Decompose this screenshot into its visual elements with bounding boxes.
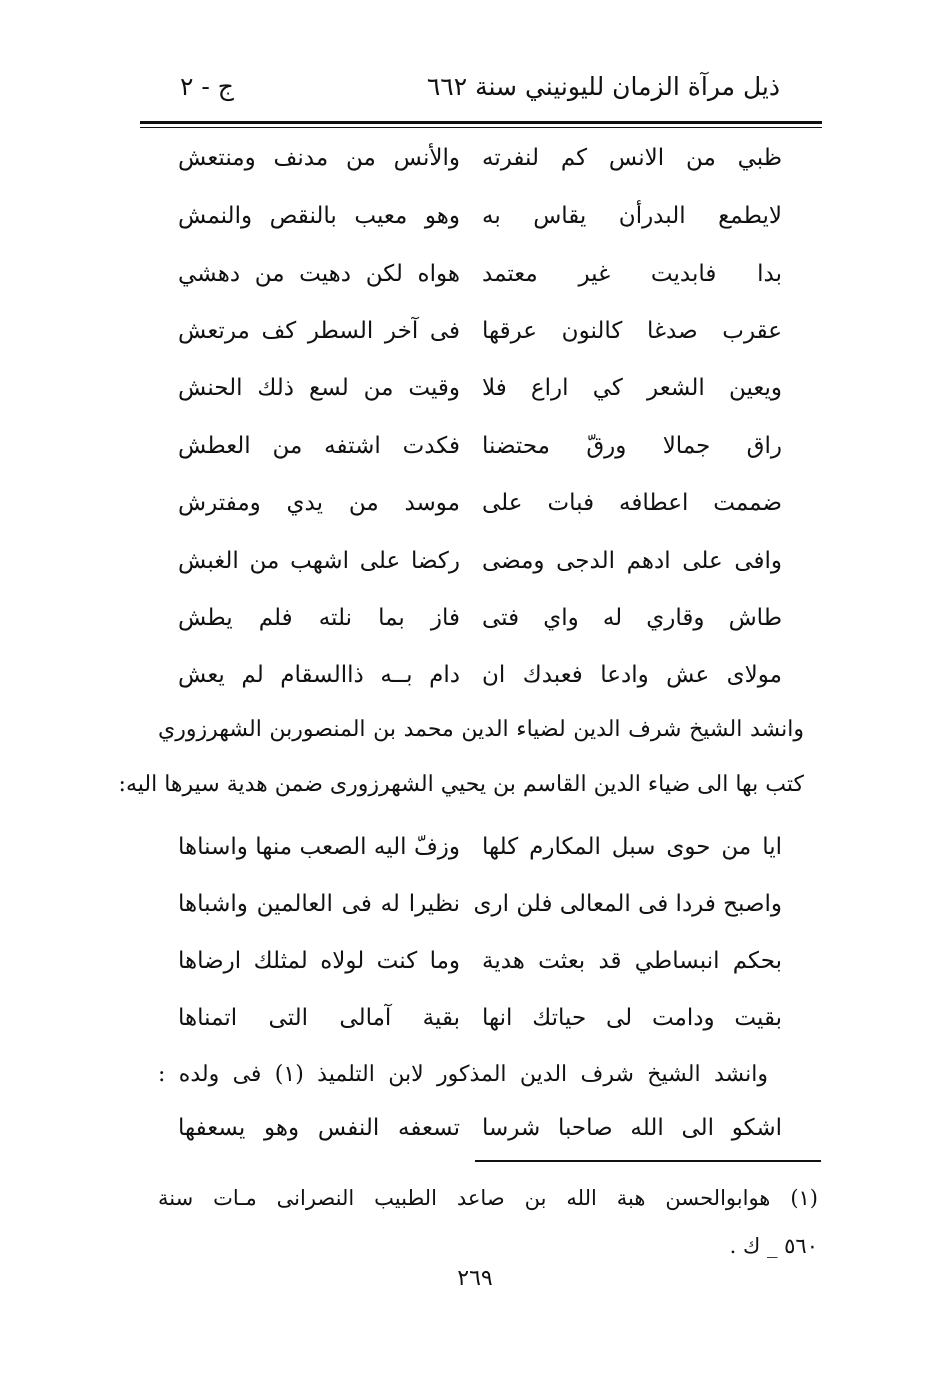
verse-first-hemistich: بدا فابديت غير معتمد: [482, 261, 782, 287]
verse-line: [170, 1103, 782, 1153]
verse-second-hemistich: نظيرا له فى العالمين واشباها: [178, 891, 460, 917]
verse-line: [170, 249, 782, 299]
footnote-line: ٥٦٠ _ ك .: [729, 1234, 818, 1258]
footnote-line: (١) هوابوالحسن هبة الله بن صاعد الطبيب النصرانى مـات سنة: [158, 1186, 818, 1210]
verse-line: [170, 133, 782, 183]
verse-second-hemistich: فكدت اشتفه من العطش: [178, 433, 460, 459]
verse-first-hemistich: وافى على ادهم الدجى ومضى: [482, 548, 782, 574]
verse-second-hemistich: تسعفه النفس وهو يسعفها: [178, 1115, 460, 1141]
verse-second-hemistich: وقيت من لسع ذلك الحنش: [178, 375, 460, 401]
volume-label: ج - ٢: [180, 72, 234, 101]
verse-first-hemistich: ظبي من الانس كم لنفرته: [482, 145, 782, 171]
verse-line: [170, 536, 782, 586]
verse-second-hemistich: بقية آمالى التى اتمناها: [178, 1005, 460, 1031]
verse-first-hemistich: لايطمع البدرأن يقاس به: [482, 203, 782, 229]
running-title: ذيل مرآة الزمان لليونيني سنة ٦٦٢: [426, 72, 780, 101]
verse-first-hemistich: عقرب صدغا كالنون عرقها: [482, 318, 782, 344]
page-number: ٢٦٩: [457, 1266, 493, 1291]
prose-line: وانشد الشيخ شرف الدين لضياء الدين محمد بن المنصوربن الشهرزوري: [158, 717, 804, 742]
verse-line: [170, 879, 782, 929]
verse-first-hemistich: ضممت اعطافه فبات على: [482, 490, 782, 516]
verse-second-hemistich: فى آخر السطر كف مرتعش: [178, 318, 460, 344]
verse-second-hemistich: دام بــه ذاالسقام لم يعش: [178, 662, 460, 688]
verse-second-hemistich: وزفّ اليه الصعب منها واسناها: [178, 834, 460, 860]
verse-line: [170, 191, 782, 241]
prose-line: كتب بها الى ضياء الدين القاسم بن يحيي الشهرزورى ضمن هدية سيرها اليه:: [118, 772, 804, 797]
verse-first-hemistich: طاش وقاري له واي فتى: [482, 605, 782, 631]
verse-second-hemistich: والأنس من مدنف ومنتعش: [178, 145, 460, 171]
verse-first-hemistich: مولاى عش وادعا فعبدك ان: [482, 662, 782, 688]
verse-second-hemistich: وهو معيب بالنقص والنمش: [178, 203, 460, 229]
verse-line: [170, 936, 782, 986]
verse-second-hemistich: موسد من يدي ومفترش: [178, 490, 460, 516]
footnote-rule: [475, 1160, 821, 1162]
verse-line: [170, 478, 782, 528]
verse-line: [170, 306, 782, 356]
verse-second-hemistich: هواه لكن دهيت من دهشي: [178, 261, 460, 287]
header-rule-thin: [140, 127, 822, 128]
verse-line: [170, 822, 782, 872]
running-header: [140, 68, 820, 112]
verse-first-hemistich: راق جمالا ورقّ محتضنا: [482, 433, 782, 459]
verse-first-hemistich: ويعين الشعر كي اراع فلا: [482, 375, 782, 401]
verse-line: [170, 593, 782, 643]
verse-second-hemistich: فاز بما نلته فلم يطش: [178, 605, 460, 631]
verse-line: [170, 363, 782, 413]
verse-first-hemistich: بقيت ودامت لى حياتك انها: [482, 1005, 782, 1031]
verse-line: [170, 993, 782, 1043]
verse-first-hemistich: بحكم انبساطي قد بعثت هدية: [482, 948, 782, 974]
verse-first-hemistich: اشكو الى الله صاحبا شرسا: [482, 1115, 782, 1141]
verse-first-hemistich: ايا من حوى سبل المكارم كلها: [482, 834, 782, 860]
verse-line: [170, 421, 782, 471]
verse-second-hemistich: ركضا على اشهب من الغبش: [178, 548, 460, 574]
header-rule: [140, 121, 822, 124]
verse-first-hemistich: واصبح فردا فى المعالى فلن ارى: [473, 891, 782, 917]
verse-second-hemistich: وما كنت لولاه لمثلك ارضاها: [178, 948, 460, 974]
verse-line: [170, 650, 782, 700]
prose-line: وانشد الشيخ شرف الدين المذكور لابن التلميذ (١) فى ولده :: [158, 1062, 768, 1087]
